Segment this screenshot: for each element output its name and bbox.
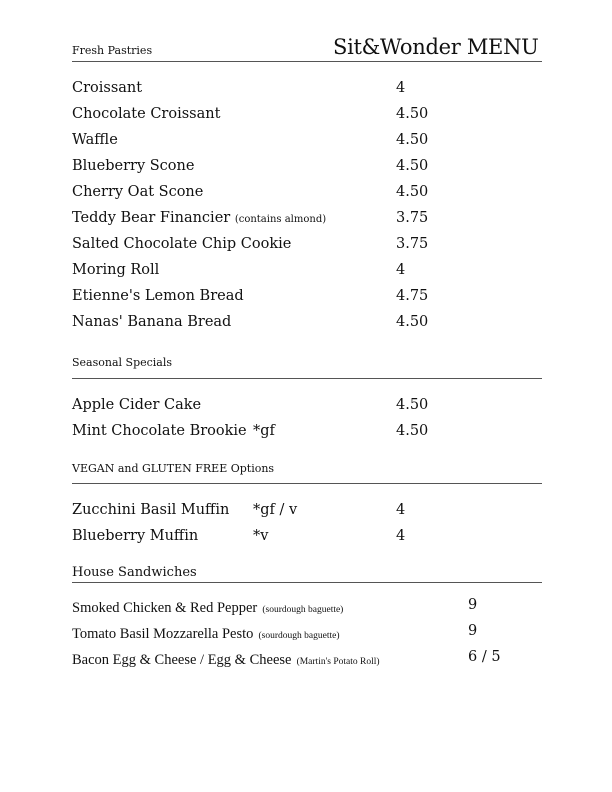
sandwich-name: Smoked Chicken & Red Pepper [72,600,258,616]
sandwich-name: Bacon Egg & Cheese / Egg & Cheese [72,652,292,668]
sandwich-item [72,623,340,643]
menu-item-name: Cherry Oat Scone [72,184,204,200]
menu-item-price: 4.50 [396,106,429,122]
dietary-tag: *gf / v [253,502,298,518]
menu-item-price: 4.50 [396,423,429,439]
divider [72,61,542,62]
menu-item-name: Etienne's Lemon Bread [72,288,244,304]
sandwich-price: 9 [468,623,478,639]
section-label-sandwiches: House Sandwiches [72,565,197,580]
menu-item-name: Blueberry Muffin [72,528,199,544]
sandwich-item [72,597,343,617]
menu-item-name: Chocolate Croissant [72,106,221,122]
sandwich-item [72,649,380,669]
menu-item-name: Salted Chocolate Chip Cookie [72,236,292,252]
section-label-seasonal: Seasonal Specials [72,356,173,369]
menu-item-name: Nanas' Banana Bread [72,314,232,330]
menu-title: Sit&Wonder MENU [333,35,539,59]
menu-item-name: Apple Cider Cake [72,397,202,413]
menu-item-price: 4.50 [396,184,429,200]
menu-item-price: 4 [396,262,406,278]
divider [72,483,542,484]
menu-item-name: Croissant [72,80,143,96]
menu-item-note: (contains almond) [234,214,327,225]
section-label-vegan: VEGAN and GLUTEN FREE Options [72,462,275,475]
menu-item-name: Waffle [72,132,118,148]
menu-item-name: Moring Roll [72,262,160,278]
dietary-tag: *v [253,528,269,544]
menu-item-price: 4.75 [396,288,429,304]
menu-item-price: 4.50 [396,397,429,413]
menu-item-price: 4 [396,80,406,96]
menu-item-price: 4.50 [396,132,429,148]
menu-item-name [72,210,326,226]
menu-item-price: 4 [396,528,406,544]
sandwich-note: (Martin's Potato Roll) [296,657,380,667]
menu-item-name: Blueberry Scone [72,158,195,174]
menu-item-price: 4 [396,502,406,518]
sandwich-name: Tomato Basil Mozzarella Pesto [72,626,254,642]
sandwich-note: (sourdough baguette) [258,631,340,641]
menu-item-name: Mint Chocolate Brookie [72,423,247,439]
sandwich-price: 6 / 5 [468,649,501,665]
divider [72,378,542,379]
dietary-tag: *gf [253,423,275,439]
menu-item-label: Teddy Bear Financier [72,210,231,226]
divider [72,582,542,583]
section-label-pastries: Fresh Pastries [72,44,153,57]
menu-item-price: 4.50 [396,158,429,174]
menu-item-price: 4.50 [396,314,429,330]
menu-item-name: Zucchini Basil Muffin [72,502,230,518]
menu-item-price: 3.75 [396,210,429,226]
sandwich-price: 9 [468,597,478,613]
sandwich-note: (sourdough baguette) [262,605,344,615]
menu-item-price: 3.75 [396,236,429,252]
